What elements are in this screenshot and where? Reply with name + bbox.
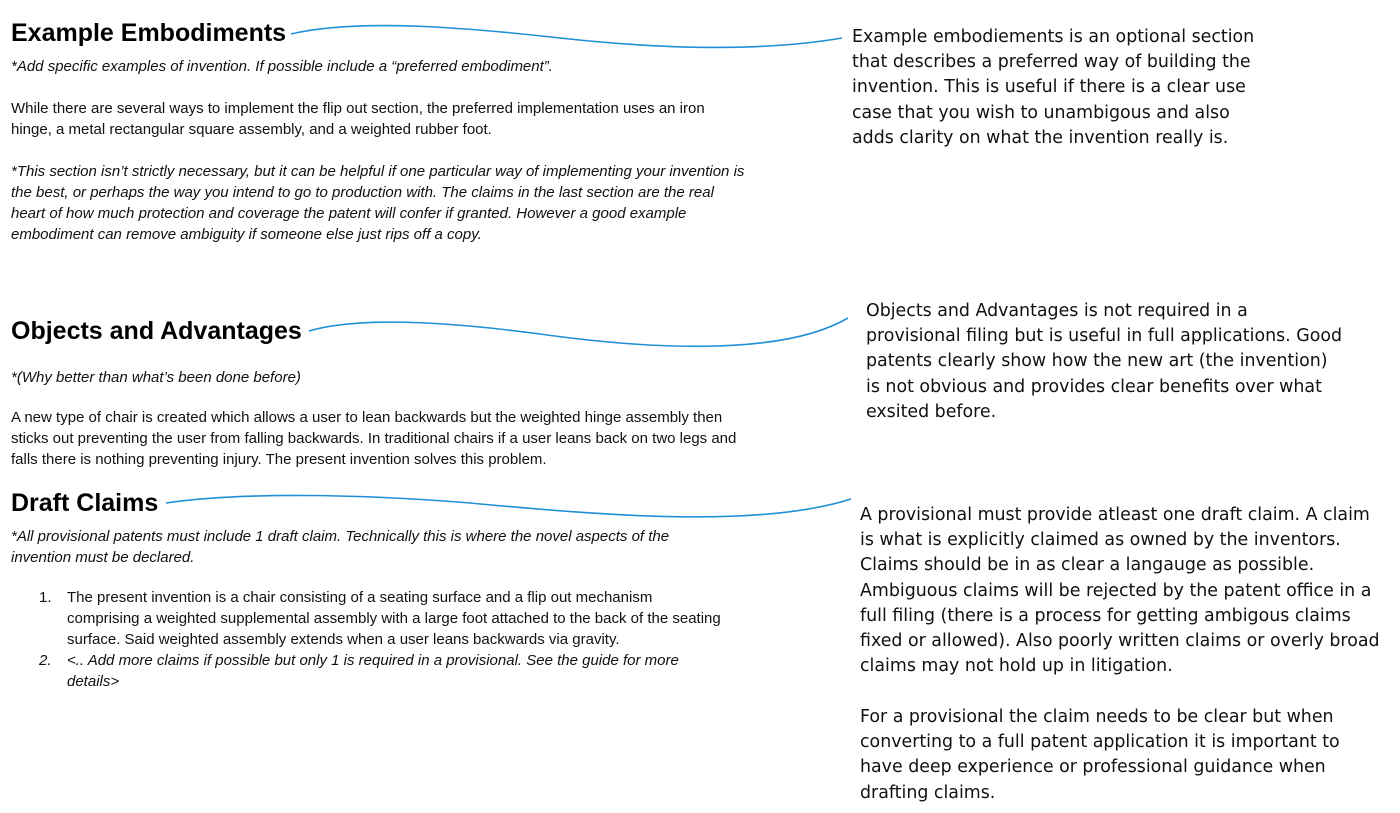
objects-body: A new type of chair is created which allows a user to lean backwards but the weighted hinge assembly then sticks out preventing the user from falling backwards. In traditional chairs if a user leans back on two legs and falls there is nothing preventing injury. The present invention solves this problem. bbox=[11, 409, 737, 468]
connector-embodiments bbox=[291, 26, 842, 48]
objects-prompt: *(Why better than what’s been done before) bbox=[11, 369, 301, 386]
claim-text: The present invention is a chair consisting of a seating surface and a flip out mechanism comprising a weighted supplemental assembly with a large foot attached to the back of the seating surface. Said weighted assembly extends when a user leans backwards via gravity. bbox=[67, 589, 721, 648]
claim-text: <.. Add more claims if possible but only 1 is required in a provisional. See the guide for more details> bbox=[67, 652, 679, 690]
claims-heading: Draft Claims bbox=[11, 489, 159, 517]
connector-claims bbox=[166, 495, 851, 516]
objects-heading: Objects and Advantages bbox=[11, 317, 302, 345]
claim-number: 1. bbox=[39, 589, 52, 606]
embodiments-heading: Example Embodiments bbox=[11, 19, 287, 47]
annotation-claims-2: For a provisional the claim needs to be clear but when converting to a full patent application it is important to have deep experience or professional guidance when drafting claims. bbox=[860, 707, 1340, 803]
annotation-objects: Objects and Advantages is not required in a provisional filing but is useful in full applications. Good patents clearly show how the new art (the invention) is not obvious and provides clear benefits over what exsited before. bbox=[866, 301, 1343, 422]
connector-objects bbox=[309, 318, 848, 346]
claims-prompt: *All provisional patents must include 1 draft claim. Technically this is where the novel aspects of the invention must be declared. bbox=[11, 528, 670, 566]
embodiments-prompt: *Add specific examples of invention. If possible include a “preferred embodiment”. bbox=[11, 58, 553, 75]
embodiments-body: While there are several ways to implement the flip out section, the preferred implementation uses an iron hinge, a metal rectangular square assembly, and a weighted rubber foot. bbox=[11, 100, 705, 138]
annotation-embodiments: Example embodiements is an optional section that describes a preferred way of building the invention. This is useful if there is a clear use case that you wish to unambigous and also adds clarity on what the invention really is. bbox=[852, 27, 1255, 148]
annotation-claims-1: A provisional must provide atleast one draft claim. A claim is what is explicitly claimed as owned by the inventors. Claims should be in as clear a langauge as possible. Ambiguous claims will be rejected by the patent office in a full filing (there is a process for getting ambigous claims fixed or allowed). Also poorly written claims or overly broad claims may not hold up in litigation. bbox=[860, 505, 1380, 677]
claim-number: 2. bbox=[39, 652, 52, 669]
embodiments-note: *This section isn’t strictly necessary, but it can be helpful if one particular way of implementing your invention is the best, or perhaps the way you intend to go to production with. The claims in the last section are the real heart of how much protection and coverage the patent will confer if granted. However a good example embodiment can remove ambiguity if someone else just rips off a copy. bbox=[11, 163, 745, 243]
